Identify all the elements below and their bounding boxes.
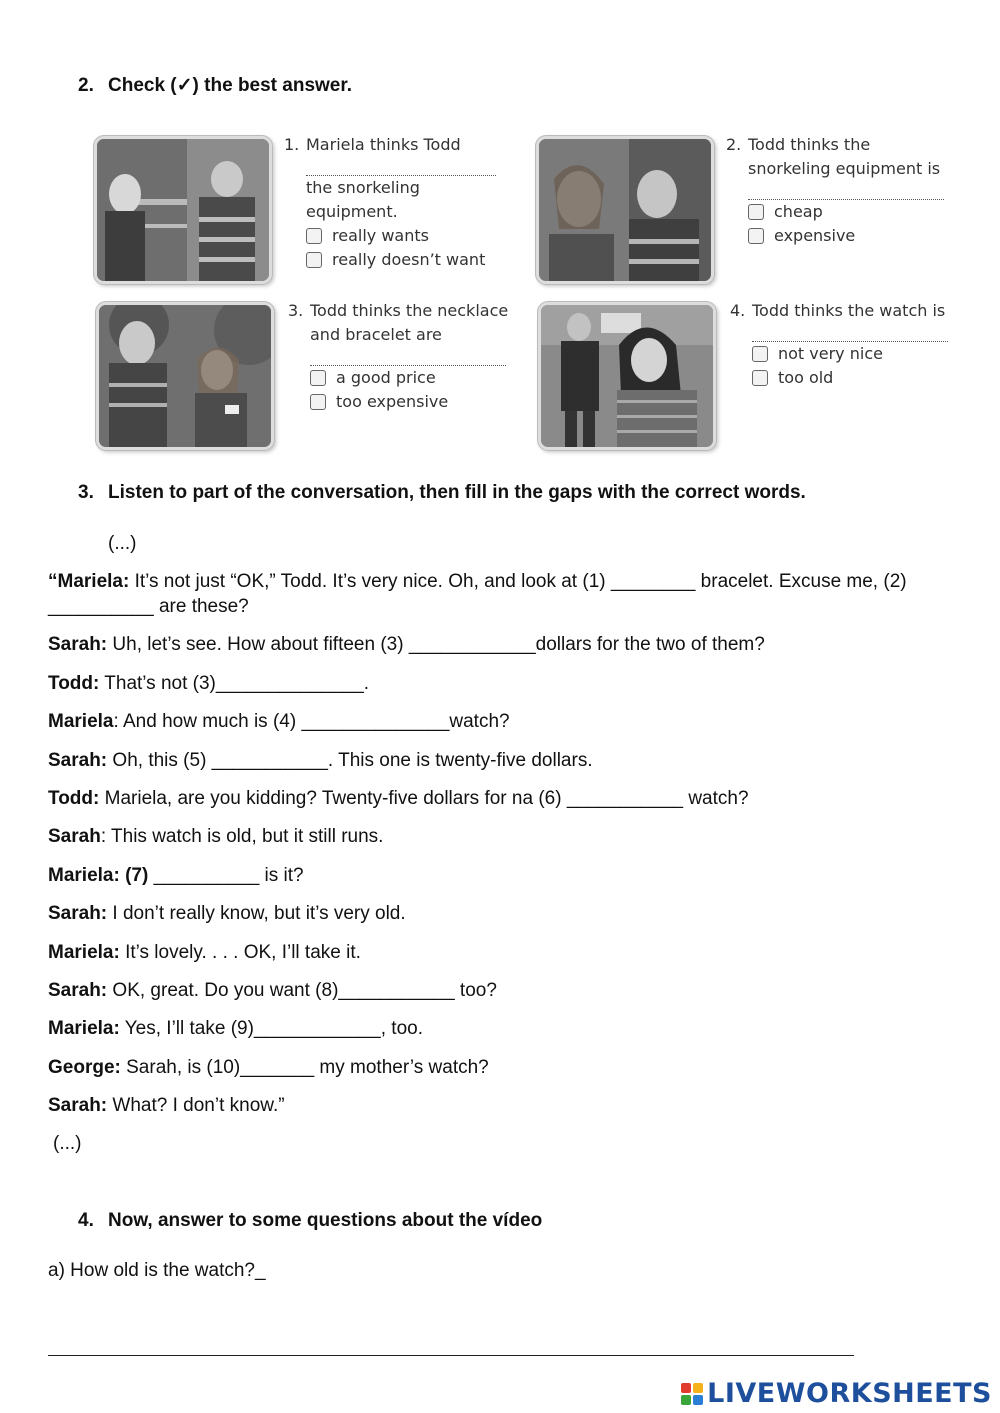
line-text: Yes, I’ll take (9)____________, too. [119, 1018, 423, 1039]
line-text: That’s not (3)______________. [99, 673, 370, 694]
question-1: 1. Mariela thinks Todd the snorkeling equipment. really wants really doesn’t want [284, 133, 514, 272]
checkbox[interactable] [310, 394, 326, 410]
line-text: : This watch is old, but it still runs. [100, 826, 384, 847]
dialogue-line [48, 632, 948, 657]
line-text: __________ is it? [148, 865, 304, 886]
exercise-3-heading [78, 482, 806, 504]
logo-text: LIVEWORKSHEETS [707, 1378, 992, 1409]
speaker: “Mariela: [48, 571, 130, 592]
checkbox[interactable] [748, 204, 764, 220]
checkbox[interactable] [306, 228, 322, 244]
photo-2 [536, 136, 714, 284]
option-a-good-price[interactable]: a good price [288, 366, 528, 390]
option-too-old[interactable]: too old [730, 366, 970, 390]
question-2: 2. Todd thinks the snorkeling equipment is cheap expensive [726, 133, 966, 248]
dialogue-line [48, 824, 948, 849]
speaker: Sarah: [48, 1095, 108, 1116]
line-text: I don’t really know, but it’s very old. [107, 903, 406, 924]
liveworksheets-logo [681, 1378, 992, 1409]
speaker: Sarah: [48, 750, 108, 771]
dialogue-line [48, 863, 948, 888]
exercise-title: Now, answer to some questions about the vídeo [108, 1210, 543, 1231]
answer-dotted-line [748, 181, 944, 200]
speaker: Sarah: [48, 634, 108, 655]
checkbox[interactable] [752, 370, 768, 386]
exercise-number: 4. [78, 1210, 94, 1231]
speaker: Mariela: (7) [48, 865, 149, 886]
answer-line[interactable] [48, 1355, 854, 1356]
speaker: Sarah [48, 826, 101, 847]
dialogue-line [48, 1093, 948, 1118]
line-text: Mariela, are you kidding? Twenty-five dollars for na (6) ___________ watch? [99, 788, 749, 809]
answer-dotted-line [752, 323, 948, 342]
question-a: a) How old is the watch?_ [48, 1260, 266, 1281]
line-text: : And how much is (4) ______________watch? [113, 711, 510, 732]
exercise-number: 3. [78, 482, 94, 503]
speaker: Mariela [48, 711, 114, 732]
line-text: Oh, this (5) ___________. This one is twenty-five dollars. [107, 750, 593, 771]
checkbox[interactable] [306, 252, 322, 268]
speaker: Todd: [48, 673, 100, 694]
speaker: Sarah: [48, 903, 108, 924]
option-really-doesnt-want[interactable]: really doesn’t want [284, 248, 514, 272]
line-text: What? I don’t know.” [107, 1095, 285, 1116]
exercise-number: 2. [78, 75, 94, 96]
dialogue-line [48, 569, 948, 619]
option-not-very-nice[interactable]: not very nice [730, 342, 970, 366]
dialogue-line [48, 709, 948, 734]
speaker: George: [48, 1057, 121, 1078]
dialogue-line [48, 1055, 948, 1080]
dialogue-line [48, 786, 948, 811]
line-text: Uh, let’s see. How about fifteen (3) ____________dollars for the two of them? [107, 634, 765, 655]
dialogue-line [48, 901, 948, 926]
exercise-2-heading [78, 74, 352, 97]
ellipsis-top: (...) [108, 533, 137, 554]
option-really-wants[interactable]: really wants [284, 224, 514, 248]
ellipsis-bottom: (...) [53, 1133, 82, 1154]
checkbox[interactable] [752, 346, 768, 362]
answer-dotted-line [306, 157, 496, 176]
speaker: Todd: [48, 788, 100, 809]
liveworksheets-logo-icon [681, 1383, 703, 1405]
speaker: Mariela: [48, 942, 120, 963]
line-text: Sarah, is (10)_______ my mother’s watch? [120, 1057, 489, 1078]
photo-1 [94, 136, 272, 284]
exercise-4-heading [78, 1210, 542, 1232]
line-text: It’s not just “OK,” Todd. It’s very nice. Oh, and look at (1) ________ bracelet. Excuse me, (2) __________ are these? [48, 571, 907, 617]
exercise-title: Listen to part of the conversation, then fill in the gaps with the correct words. [108, 482, 806, 503]
question-4: 4. Todd thinks the watch is not very nice too old [730, 299, 970, 390]
question-3: 3. Todd thinks the necklace and bracelet are a good price too expensive [288, 299, 528, 414]
dialogue-line [48, 940, 948, 965]
dialogue-line [48, 978, 948, 1003]
line-text: It’s lovely. . . . OK, I’ll take it. [119, 942, 361, 963]
option-expensive[interactable]: expensive [726, 224, 966, 248]
dialogue-line [48, 1016, 948, 1041]
checkbox[interactable] [748, 228, 764, 244]
dialogue-line [48, 748, 948, 773]
exercise-title: Check (✓) the best answer. [108, 75, 352, 96]
line-text: OK, great. Do you want (8)___________ too? [107, 980, 497, 1001]
option-too-expensive[interactable]: too expensive [288, 390, 528, 414]
speaker: Sarah: [48, 980, 108, 1001]
checkbox[interactable] [310, 370, 326, 386]
dialogue-line [48, 671, 948, 696]
photo-3 [96, 302, 274, 450]
answer-dotted-line [310, 347, 506, 366]
photo-4 [538, 302, 716, 450]
speaker: Mariela: [48, 1018, 120, 1039]
option-cheap[interactable]: cheap [726, 200, 966, 224]
